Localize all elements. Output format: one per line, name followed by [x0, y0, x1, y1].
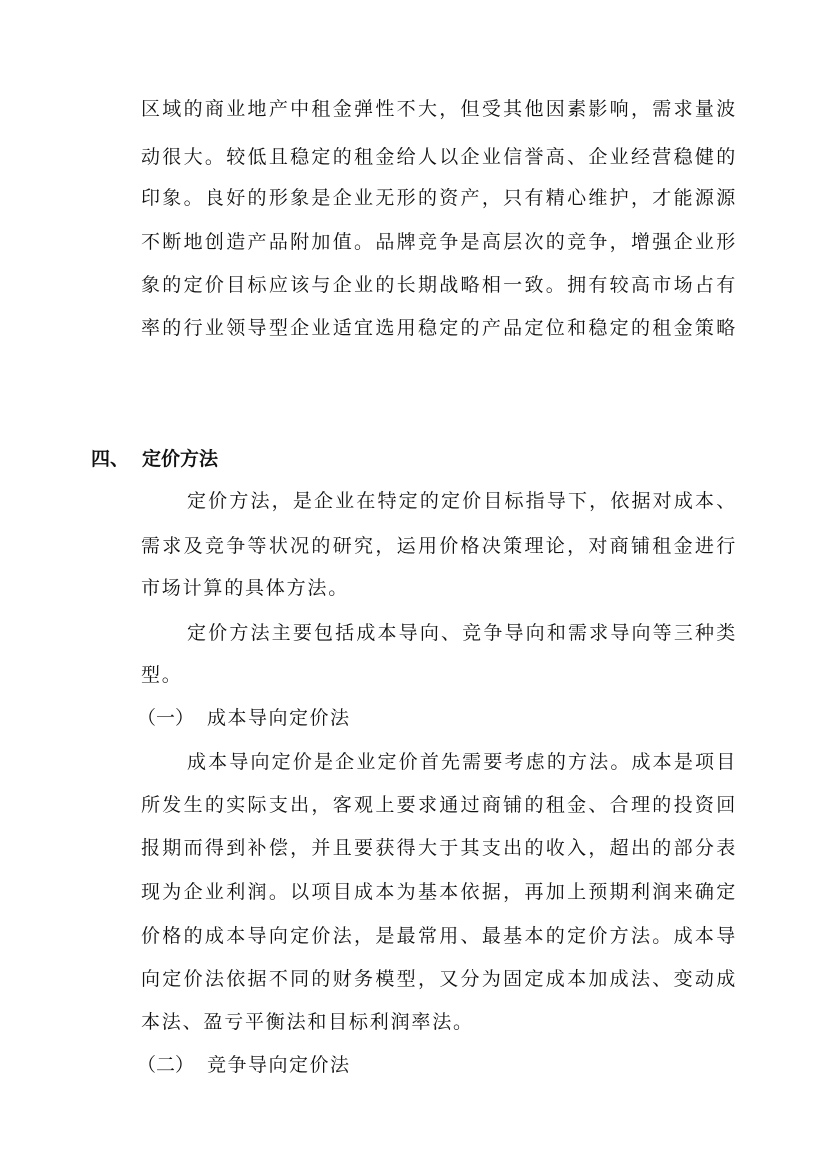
- subsection-2-number: （二）: [137, 1054, 195, 1076]
- paragraph-4-line-2: 所发生的实际支出，客观上要求通过商铺的租金、合理的投资回: [141, 794, 737, 816]
- subsection-1-number: （一）: [137, 707, 195, 729]
- paragraph-4-line-6: 向定价法依据不同的财务模型，又分为固定成本加成法、变动成: [141, 968, 737, 990]
- paragraph-4-line-5: 价格的成本导向定价法，是最常用、最基本的定价方法。成本导: [141, 925, 737, 947]
- paragraph-1-line-3: 印象。良好的形象是企业无形的资产，只有精心维护，才能源源: [141, 187, 737, 209]
- subsection-2-title: 竞争导向定价法: [207, 1054, 351, 1076]
- section-number: 四、: [91, 448, 130, 470]
- subsection-1-heading: [137, 706, 351, 730]
- paragraph-1-line-2: 动很大。较低且稳定的租金给人以企业信誉高、企业经营稳健的: [141, 146, 737, 168]
- paragraph-4-line-4: 现为企业利润。以项目成本为基本依据，再加上预期利润来确定: [141, 881, 737, 903]
- paragraph-4-line-3: 报期而得到补偿，并且要获得大于其支出的收入，超出的部分表: [141, 837, 737, 859]
- paragraph-4-line-7: 本法、盈亏平衡法和目标利润率法。: [141, 1011, 474, 1033]
- paragraph-1-line-5: 象的定价目标应该与企业的长期战略相一致。拥有较高市场占有: [141, 274, 737, 296]
- paragraph-3-line-2: 型。: [141, 664, 183, 686]
- paragraph-2-line-2: 需求及竞争等状况的研究，运用价格决策理论，对商铺租金进行: [141, 535, 737, 557]
- section-title: 定价方法: [142, 448, 219, 470]
- paragraph-2-line-3: 市场计算的具体方法。: [141, 577, 350, 599]
- subsection-1-title: 成本导向定价法: [207, 707, 351, 729]
- section-heading: [91, 447, 218, 471]
- paragraph-3-line-1: 定价方法主要包括成本导向、竞争导向和需求导向等三种类: [187, 622, 737, 644]
- paragraph-1-line-6: 率的行业领导型企业适宜选用稳定的产品定位和稳定的租金策略: [141, 317, 737, 339]
- paragraph-4-line-1: 成本导向定价是企业定价首先需要考虑的方法。成本是项目: [187, 751, 737, 773]
- paragraph-1-line-1: 区域的商业地产中租金弹性不大，但受其他因素影响，需求量波: [141, 98, 737, 120]
- paragraph-1-line-4: 不断地创造产品附加值。品牌竞争是高层次的竞争，增强企业形: [141, 231, 737, 253]
- subsection-2-heading: [137, 1053, 351, 1077]
- paragraph-2-line-1: 定价方法，是企业在特定的定价目标指导下，依据对成本、: [187, 490, 737, 512]
